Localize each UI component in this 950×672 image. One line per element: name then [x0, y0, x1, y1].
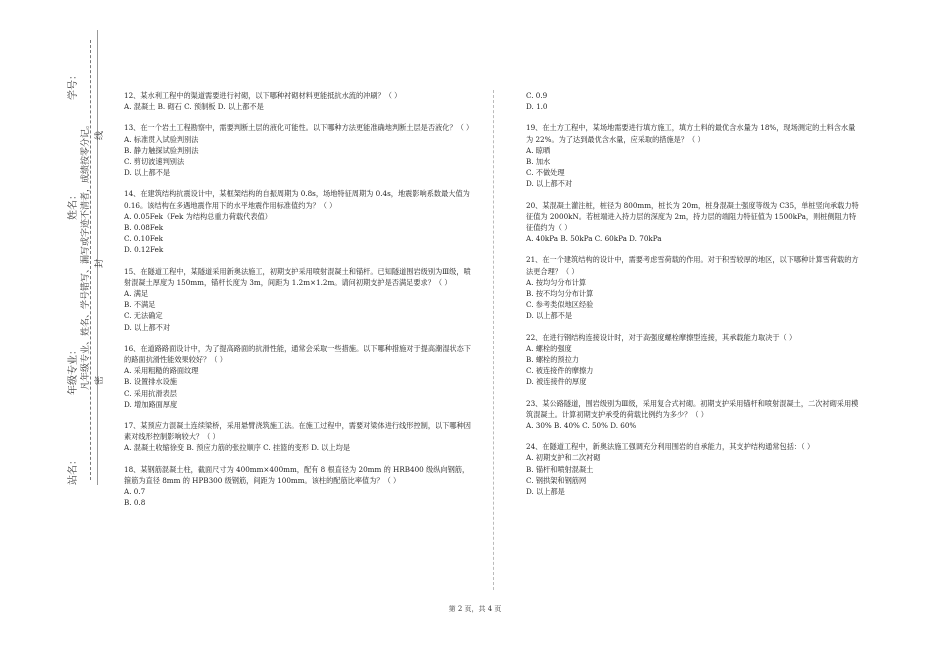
student-no-label: 学号： — [68, 70, 79, 100]
answer-option: B. 螺栓的预拉力 — [526, 355, 579, 365]
answer-option: D. 以上都是 — [526, 487, 565, 497]
page-footer: 第 2 页，共 4 页 — [448, 605, 502, 613]
answer-option: B. 静力触探试验判别法 — [124, 145, 199, 155]
answer-option: A. 0.05Fek（Fek 为结构总重力荷载代表值） — [124, 211, 272, 221]
answer-option: A. 满足 — [124, 289, 149, 299]
binding-line-outer — [97, 30, 98, 485]
answer-option: A. 晾晒 — [526, 145, 551, 155]
column-divider — [493, 90, 494, 590]
answer-option: B. 设置排水设施 — [124, 377, 177, 387]
question-stem: 16、在道路路面设计中，为了提高路面的抗滑性能，通常会采取一些措施。以下哪种措施对于提高潮湿状态下的路面抗滑性能效果较好？（ ） — [124, 343, 471, 365]
answer-option: C. 0.9 — [526, 91, 548, 100]
answer-option: C. 剪切波速判别法 — [124, 157, 185, 167]
name-label: 姓名： — [68, 190, 79, 220]
answer-option: D. 以上都不是 — [124, 168, 171, 178]
school-label: 站名： — [68, 455, 79, 485]
grade-major-label: 年级专业： — [68, 345, 79, 395]
answer-option: A. 初期支护和二次衬砌 — [526, 453, 601, 463]
question-stem: 19、在土方工程中，某场地需要进行填方施工，填方土料的最优含水量为 18%，现场测定的土料含水量为 22%。为了达到最优含水量，应采取的措施是？（ ） — [526, 123, 856, 144]
question-block — [526, 441, 860, 497]
question-block — [526, 90, 860, 112]
binding-margin — [0, 0, 110, 672]
question-stem: 12、某水利工程中的渠道需要进行衬砌，以下哪种衬砌材料更能抵抗水流的冲刷？（ ） — [124, 91, 402, 100]
question-block — [124, 420, 474, 454]
answer-option: A. 30% B. 40% C. 50% D. 60% — [526, 421, 637, 431]
question-block — [526, 332, 860, 388]
answer-option: C. 钢拱架和钢筋网 — [526, 475, 587, 485]
question-block — [124, 464, 474, 509]
answer-option: A. 采用粗糙的路面纹理 — [124, 366, 199, 376]
question-stem: 24、在隧道工程中，新奥法施工强调充分利用围岩的自承能力，其支护结构通常包括：（ ） — [526, 442, 815, 452]
answer-option: D. 被连接件的厚度 — [526, 377, 587, 387]
seal-mi: 密 — [95, 375, 105, 385]
answer-option: A. 40kPa B. 50kPa C. 60kPa D. 70kPa — [526, 234, 662, 244]
question-block — [526, 398, 860, 432]
answer-option: B. 不满足 — [124, 300, 156, 310]
answer-option: B. 按不均匀分布计算 — [526, 289, 594, 299]
answer-option: D. 增加路面厚度 — [124, 399, 178, 409]
question-block — [124, 122, 474, 178]
question-stem: 13、在一个岩土工程勘察中，需要判断土层的液化可能性。以下哪种方法更能准确地判断土层是否液化？（ ） — [124, 123, 474, 133]
seal-xian: 线 — [95, 130, 105, 140]
answer-option: D. 以上都不对 — [124, 322, 171, 332]
question-block — [124, 90, 474, 112]
question-stem: 20、某混凝土灌注桩，桩径为 800mm，桩长为 20m，桩身混凝土强度等级为 C35，单桩竖向承载力特征值为 2000kN。若桩端进入持力层的深度为 2m，持力层的端阻力特征值为 1500kPa，则桩侧阻力特征值约为（ ） — [526, 200, 859, 233]
right-question-column — [526, 90, 860, 507]
question-block — [526, 122, 860, 189]
answer-option: B. 加水 — [526, 157, 551, 167]
answer-option: C. 参考类似地区经验 — [526, 300, 594, 310]
question-stem: 23、某公路隧道，围岩级别为Ⅲ级，采用复合式衬砌。初期支护采用锚杆和喷射混凝土，二次衬砌采用模筑混凝土。计算初期支护承受的荷载比例约为多少？（ ） — [526, 398, 859, 419]
answer-option: A. 混凝土收缩徐变 B. 预应力筋的张拉顺序 C. 挂篮的变形 D. 以上均是 — [124, 443, 351, 453]
answer-option: C. 不做处理 — [526, 168, 565, 178]
question-stem: 22、在进行钢结构连接设计时，对于高强度螺栓摩擦型连接，其承载能力取决于（ ） — [526, 332, 797, 342]
answer-option: A. 螺栓的强度 — [526, 343, 572, 353]
seal-feng: 封 — [95, 258, 105, 268]
answer-option: B. 0.08Fek — [124, 223, 164, 233]
question-block — [526, 200, 860, 245]
question-stem: 15、在隧道工程中，某隧道采用新奥法施工，初期支护采用喷射混凝土和锚杆。已知隧道围岩级别为Ⅲ级，喷射混凝土厚度为 150mm，锚杆长度为 3m，间距为 1.2m×1.2m。请问初期支护是否满足要求？（ ） — [124, 266, 471, 287]
answer-option: A. 标准贯入试验判别法 — [124, 134, 199, 144]
left-question-column — [124, 90, 474, 519]
question-block — [526, 254, 860, 321]
answer-option: A. 0.7 — [124, 487, 146, 497]
answer-option: D. 以上都不对 — [526, 179, 573, 189]
answer-option: A. 按均匀分布计算 — [526, 277, 587, 287]
answer-option: D. 以上都不是 — [526, 311, 573, 321]
answer-option: C. 被连接件的摩擦力 — [526, 366, 594, 376]
question-stem: 18、某钢筋混凝土柱，截面尺寸为 400mm×400mm，配有 8 根直径为 20mm 的 HRB400 级纵向钢筋，箍筋为直径 8mm 的 HPB300 级钢筋，间距为 100mm。该柱的配筋比率值为？（ ） — [124, 464, 470, 485]
answer-option: B. 锚杆和喷射混凝土 — [526, 464, 594, 474]
answer-option: C. 无法确定 — [124, 311, 163, 321]
answer-option: C. 0.10Fek — [124, 234, 164, 244]
answer-option: D. 0.12Fek — [124, 245, 164, 255]
question-stem: 17、某预应力混凝土连续梁桥，采用悬臂浇筑施工法。在施工过程中，需要对梁体进行线形控制，以下哪种因素对线形控制影响较大？（ ） — [124, 421, 471, 442]
answer-option: A. 混凝土 B. 砌石 C. 预制板 D. 以上都不是 — [124, 102, 264, 112]
question-stem: 14、在建筑结构抗震设计中，某框架结构的自振周期为 0.8s，场地特征周期为 0.4s，地震影响系数最大值为 0.16。该结构在多遇地震作用下的水平地震作用标准值约为？（ ） — [124, 189, 470, 210]
answer-option: C. 采用抗滑表层 — [124, 388, 177, 398]
binding-notice: 凡年级专业、姓名、学号错写、漏写或字迹不清者，成绩按零分记。 — [81, 119, 91, 390]
question-stem: 21、在一个建筑结构的设计中，需要考虑雪荷载的作用。对于积雪较厚的地区，以下哪种计算雪荷载的方法更合理？（ ） — [526, 255, 859, 276]
question-block — [124, 266, 474, 333]
question-block — [124, 188, 474, 255]
question-block — [124, 343, 474, 410]
answer-option: B. 0.8 — [124, 498, 146, 508]
answer-option: D. 1.0 — [526, 102, 548, 112]
